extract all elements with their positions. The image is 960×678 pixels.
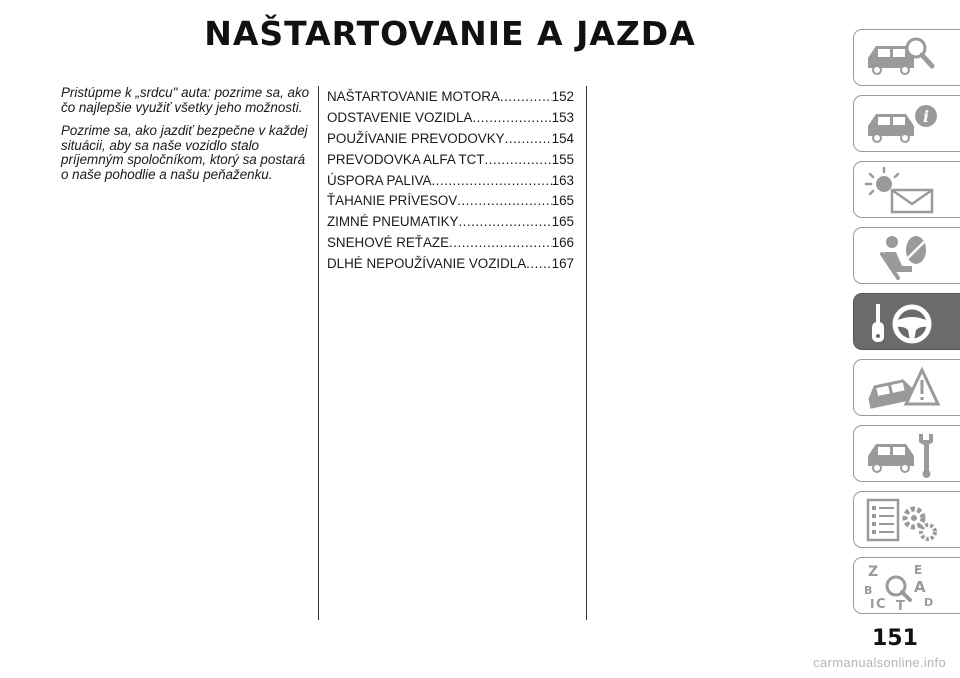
column-divider [586,86,587,620]
toc-entry[interactable] [327,128,574,149]
chapter-tab-technical-data[interactable] [853,491,960,548]
warning-light-envelope-icon [862,166,942,214]
toc-page: 155 [551,151,574,167]
index-letter: A [914,578,926,596]
intro-paragraph: Pristúpme k „srdcu" auta: pozrime sa, ako čo najlepšie využiť všetky jeho možnosti. [61,85,310,115]
toc-label: POUŽÍVANIE PREVODOVKY [327,130,505,146]
chapter-tab-index[interactable] [853,557,960,614]
watermark: carmanualsonline.info [813,655,946,670]
toc-label: ÚSPORA PALIVA [327,172,432,188]
index-letter: I [870,597,875,610]
intro-paragraph: Pozrime sa, ako jazdiť bezpečne v každej situácii, aby sa naše vozidlo stalo príjemným spoločníkom, ktorý sa postará o naše pohodlie a našu peňaženku. [61,123,308,182]
toc-page: 166 [551,235,574,251]
toc-page: 167 [551,256,574,272]
chapter-tabs [853,29,960,623]
toc-label: PREVODOVKA ALFA TCT [327,151,485,167]
chapter-tab-warnings[interactable] [853,161,960,218]
airbag-person-icon [862,232,942,280]
toc-label: NAŠTARTOVANIE MOTORA [327,88,500,104]
index-letter: B [864,584,873,597]
toc-entry[interactable] [327,232,574,253]
alphabet-index-icon [862,562,942,610]
toc-label: SNEHOVÉ REŤAZE [327,235,450,251]
toc-entry[interactable] [327,86,574,107]
car-wrench-icon [862,430,942,478]
toc-entry[interactable] [327,190,574,211]
index-letter: D [924,596,934,609]
index-letter: T [896,599,905,610]
toc-label: DLHÉ NEPOUŽÍVANIE VOZIDLA [327,256,527,272]
toc-page: 163 [551,172,574,188]
chapter-tab-maintenance[interactable] [853,425,960,482]
page-number: 151 [872,626,918,651]
intro-text [61,86,311,191]
toc-page: 152 [551,88,574,104]
car-crash-warning-icon [862,364,942,412]
car-info-icon [862,100,942,148]
chapter-tab-dashboard[interactable] [853,95,960,152]
toc-entry[interactable] [327,149,574,170]
index-letter: E [914,563,923,577]
svg-text:i: i [922,107,930,126]
toc-label: ŤAHANIE PRÍVESOV [327,193,458,209]
toc-entry[interactable] [327,170,574,191]
toc-page: 153 [551,109,574,125]
toc-entry[interactable] [327,107,574,128]
toc-page: 154 [551,130,574,146]
toc-label: ZIMNÉ PNEUMATIKY [327,214,459,230]
checklist-gears-icon [862,496,942,544]
toc-label: ODSTAVENIE VOZIDLA [327,109,473,125]
toc-entry[interactable] [327,211,574,232]
chapter-tab-starting-driving[interactable] [853,293,960,350]
chapter-tab-safety[interactable] [853,227,960,284]
chapter-tab-emergency[interactable] [853,359,960,416]
index-letter: Z [868,564,879,580]
page-title: NAŠTARTOVANIE A JAZDA [204,14,696,53]
car-magnifier-icon [862,34,942,82]
column-divider [318,86,319,620]
table-of-contents [327,86,574,274]
toc-page: 165 [551,193,574,209]
toc-entry[interactable] [327,253,574,274]
key-steering-wheel-icon [862,298,942,346]
index-letter: C [876,597,886,610]
chapter-tab-overview[interactable] [853,29,960,86]
toc-page: 165 [551,214,574,230]
